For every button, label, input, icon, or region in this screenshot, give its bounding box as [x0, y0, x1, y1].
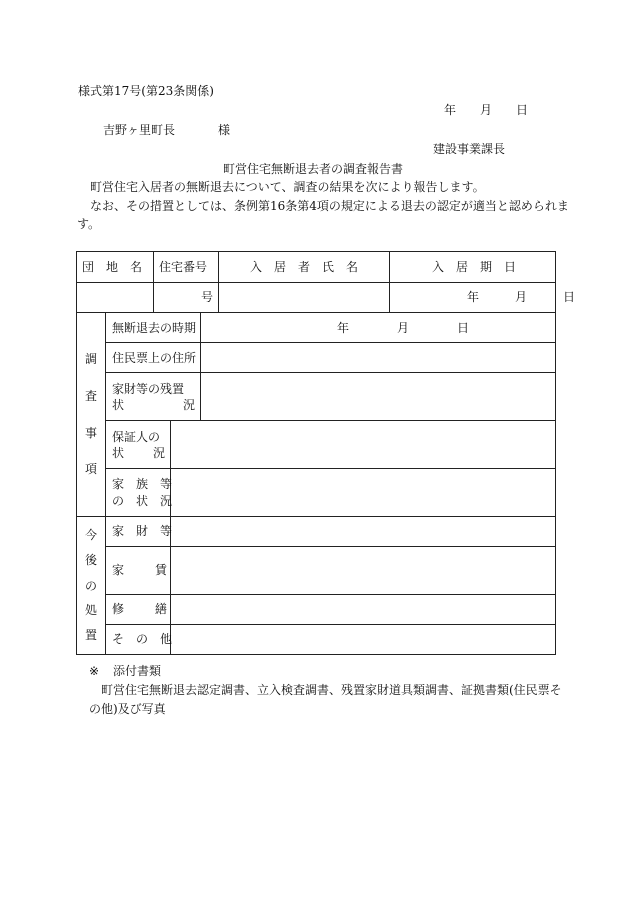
- move-in-date: 年 月 日: [467, 290, 576, 304]
- header-danchi: 団 地 名: [82, 260, 143, 274]
- row-label-family: 家 族 等: [112, 477, 173, 491]
- attachments-line-1: 町営住宅無断退去認定調書、立入検査調書、残置家財道具類調書、証拠書類(住民票そ: [101, 683, 562, 697]
- row-label-kazai: 家 財 等: [112, 524, 173, 538]
- row-label-guarantor: 状: [112, 446, 125, 460]
- row-label-family: の 状 況: [112, 494, 173, 508]
- group-label-char: 処: [85, 603, 98, 617]
- row-label-yachin: 家: [112, 563, 125, 577]
- row-label-registry-address: 住民票上の住所: [112, 351, 197, 365]
- group-label-char: 置: [85, 628, 98, 642]
- row-label-belongings: 家財等の残置: [112, 382, 185, 396]
- sender: 建設事業課長: [433, 142, 506, 156]
- row-label-guarantor: 況: [153, 446, 166, 460]
- group-label-char: 査: [85, 389, 98, 403]
- attachments-line-2: の他)及び写真: [89, 702, 166, 716]
- group-label-char: 事: [85, 426, 98, 440]
- row-label-guarantor: 保証人の: [112, 430, 161, 444]
- addressee-honorific: 様: [218, 123, 231, 137]
- attachments-label: 添付書類: [113, 664, 162, 678]
- row-label-belongings: 状: [112, 398, 125, 412]
- body-paragraph-2-line-2: す。: [77, 217, 101, 231]
- row-label-sonota: そ の 他: [112, 632, 173, 646]
- group-label-char: 今: [85, 528, 98, 542]
- group-label-char: 後: [85, 553, 98, 567]
- group-label-char: 項: [85, 462, 98, 476]
- header-nyukyosha: 入 居 者 氏 名: [250, 260, 359, 274]
- house-number-suffix: 号: [201, 290, 214, 304]
- form-number: 様式第17号(第23条関係): [78, 84, 214, 98]
- row-label-yachin: 賃: [155, 563, 168, 577]
- leave-time-date: 年 月 日: [337, 321, 470, 335]
- body-paragraph-1: 町営住宅入居者の無断退去について、調査の結果を次により報告します。: [90, 180, 485, 194]
- header-jutaku-bango: 住宅番号: [159, 260, 208, 274]
- report-date: 年 月 日: [444, 103, 529, 117]
- row-label-shuzen: 繕: [155, 602, 168, 616]
- page-title: 町営住宅無断退去者の調査報告書: [223, 162, 404, 176]
- attachments-mark: ※: [89, 664, 100, 678]
- addressee: 吉野ヶ里町長: [103, 123, 176, 137]
- group-label-char: 調: [85, 352, 98, 366]
- body-paragraph-2-line-1: なお、その措置としては、条例第16条第4項の規定による退去の認定が適当と認められま: [90, 199, 569, 213]
- row-label-leave-time: 無断退去の時期: [112, 321, 197, 335]
- row-label-shuzen: 修: [112, 602, 125, 616]
- header-nyukyo-kijitsu: 入 居 期 日: [432, 260, 517, 274]
- group-label-char: の: [85, 579, 98, 593]
- row-label-belongings: 況: [183, 398, 196, 412]
